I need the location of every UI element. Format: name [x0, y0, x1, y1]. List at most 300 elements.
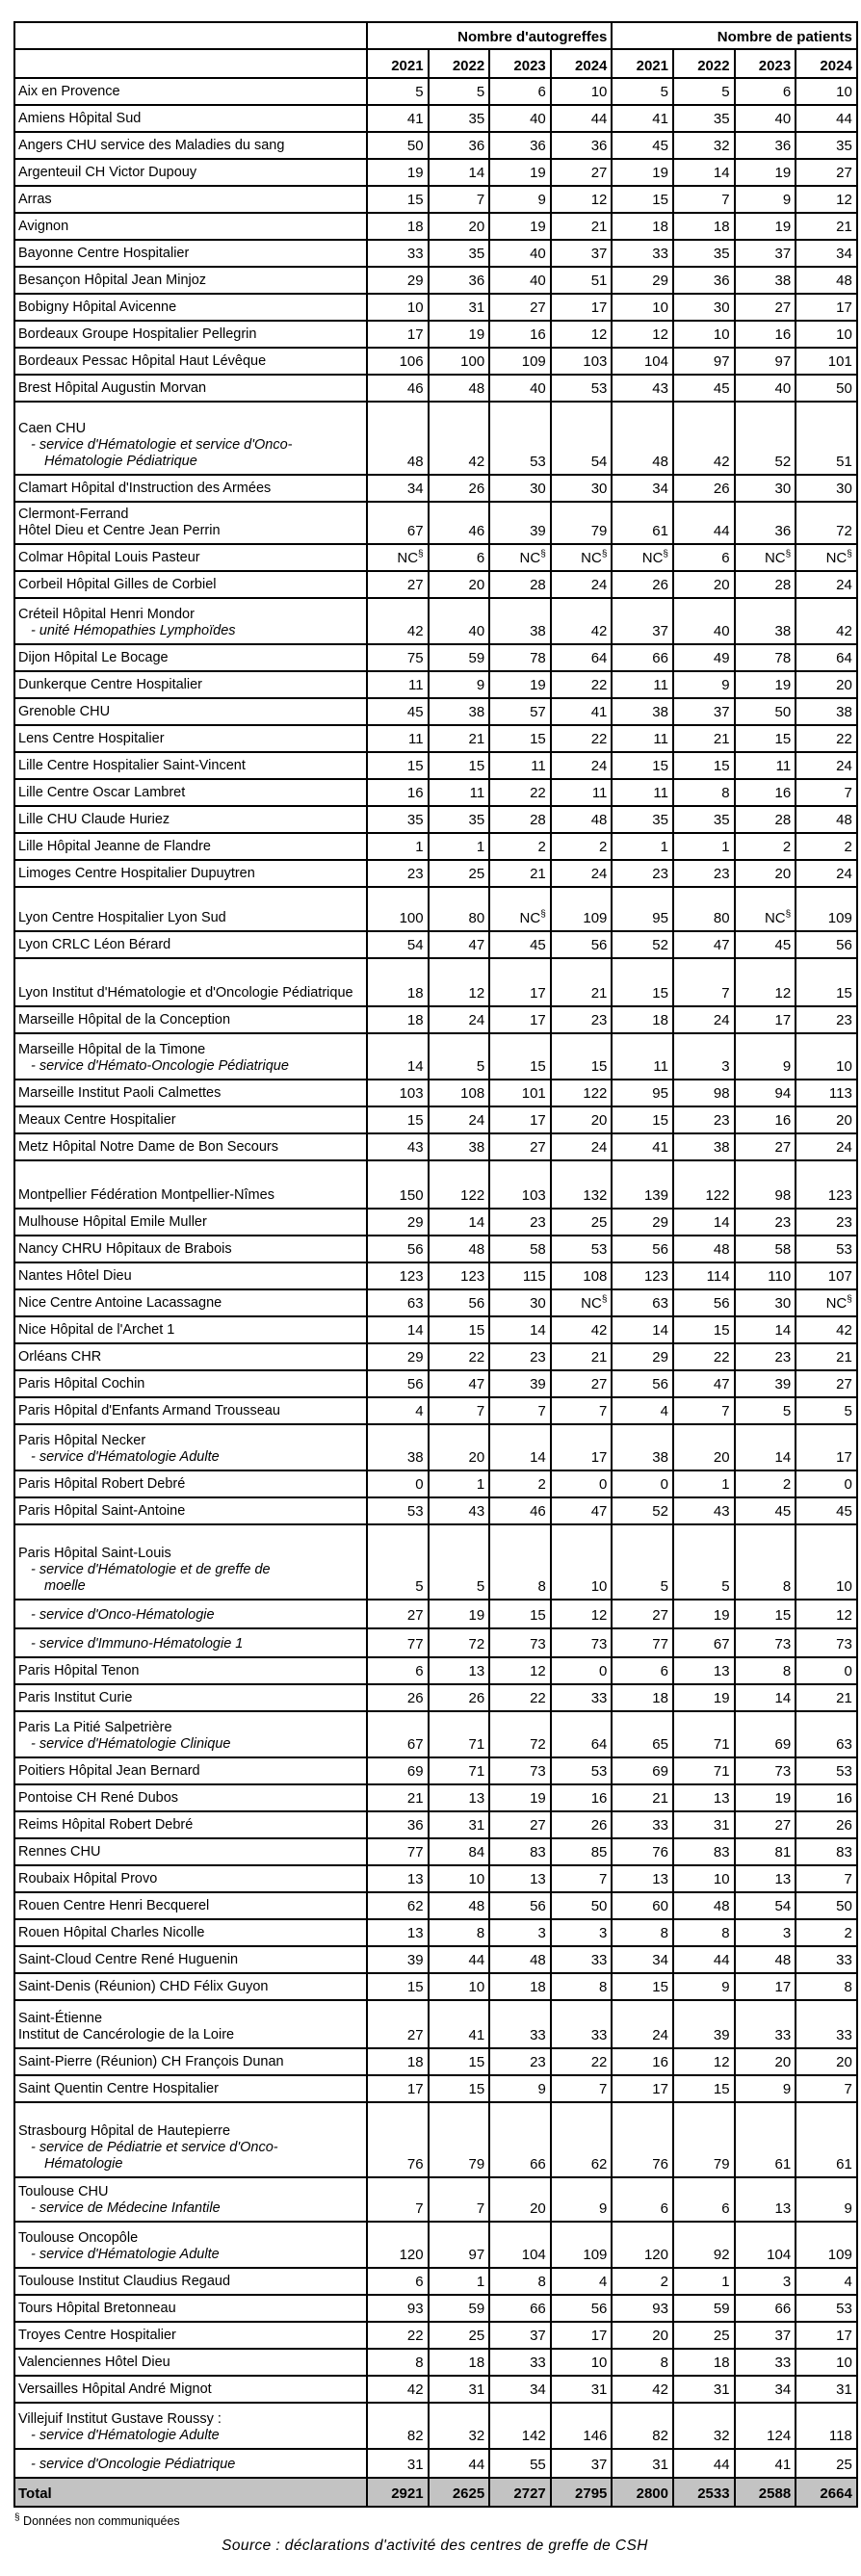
value-cell: 104: [489, 2222, 551, 2268]
service-name-line: - service d'Hématologie et service d'Onco-: [31, 437, 293, 453]
center-name-line: Nancy CHRU Hôpitaux de Brabois: [18, 1241, 232, 1257]
center-name-line: Avignon: [18, 219, 69, 234]
value-cell: 2: [489, 833, 551, 860]
value-cell: 3: [735, 1919, 796, 1946]
value-cell: 48: [673, 1236, 735, 1262]
value-cell: 50: [796, 1892, 857, 1919]
value-cell: 71: [429, 1711, 490, 1757]
center-name-line: Toulouse Institut Claudius Regaud: [18, 2274, 231, 2289]
table-row: [14, 1424, 857, 1470]
value-cell: 48: [489, 1946, 551, 1973]
value-cell: 23: [735, 1343, 796, 1370]
value-cell: 48: [796, 806, 857, 833]
value-cell: 9: [796, 2177, 857, 2222]
table-row: [14, 1343, 857, 1370]
value-cell: 115: [489, 1262, 551, 1289]
value-cell: 8: [735, 1657, 796, 1684]
center-name-line: Besançon Hôpital Jean Minjoz: [18, 273, 207, 288]
table-row: [14, 544, 857, 571]
service-name-line: moelle: [44, 1578, 86, 1594]
value-cell: 16: [551, 1784, 613, 1811]
table-row: [14, 860, 857, 887]
value-cell: 31: [429, 294, 490, 321]
center-name-cell: [14, 78, 367, 105]
value-cell: 31: [429, 1811, 490, 1838]
value-cell: 28: [735, 571, 796, 598]
value-cell: 1: [673, 1470, 735, 1497]
value-cell: 39: [735, 1370, 796, 1397]
value-cell: 23: [551, 1006, 613, 1033]
value-cell: 29: [367, 1343, 429, 1370]
center-name-line: Lille Centre Oscar Lambret: [18, 785, 186, 800]
value-cell: 35: [796, 132, 857, 159]
table-row: [14, 159, 857, 186]
center-name-line: Bobigny Hôpital Avicenne: [18, 299, 177, 315]
value-cell: 18: [612, 1684, 673, 1711]
value-cell: 34: [612, 475, 673, 502]
table-row: [14, 1080, 857, 1106]
nc-footnote-marker: §: [785, 909, 792, 920]
value-cell: 85: [551, 1838, 613, 1865]
service-name-line: - service d'Hémato-Oncologie Pédiatrique: [31, 1058, 289, 1074]
value-cell: 30: [735, 1289, 796, 1316]
total-label: Total: [14, 2478, 367, 2507]
value-cell: 6: [367, 2268, 429, 2295]
value-cell: 93: [367, 2295, 429, 2322]
value-cell: 7: [489, 1397, 551, 1424]
center-name-cell: [14, 752, 367, 779]
value-cell: 25: [551, 1209, 613, 1236]
value-cell: 31: [673, 1811, 735, 1838]
table-row: [14, 1133, 857, 1160]
table-row: [14, 1160, 857, 1209]
value-cell: 41: [429, 2000, 490, 2048]
total-value-cell: 2533: [673, 2478, 735, 2507]
value-cell: 122: [551, 1080, 613, 1106]
value-cell: 20: [673, 1424, 735, 1470]
table-row: [14, 779, 857, 806]
center-name-line: Reims Hôpital Robert Debré: [18, 1817, 194, 1833]
value-cell: 33: [367, 240, 429, 267]
value-cell: 33: [735, 2349, 796, 2376]
value-cell: 59: [429, 644, 490, 671]
year-header: 2022: [429, 49, 490, 78]
center-name-cell: [14, 544, 367, 571]
value-cell: 33: [612, 1811, 673, 1838]
value-cell: 52: [612, 931, 673, 958]
value-cell: 103: [489, 1160, 551, 1209]
center-name-cell: [14, 1784, 367, 1811]
value-cell: 34: [735, 2376, 796, 2403]
value-cell: 84: [429, 1838, 490, 1865]
value-cell: 15: [367, 752, 429, 779]
value-cell: 72: [489, 1711, 551, 1757]
value-cell: 7: [796, 2075, 857, 2102]
value-cell: 33: [612, 240, 673, 267]
value-cell: 5: [673, 1524, 735, 1600]
value-cell: 23: [612, 860, 673, 887]
center-name-cell: [14, 375, 367, 402]
center-name-line: Paris Hôpital Necker: [18, 1433, 146, 1448]
table-row: [14, 1657, 857, 1684]
value-cell: 0: [796, 1657, 857, 1684]
value-cell: 36: [735, 132, 796, 159]
value-cell: 21: [796, 213, 857, 240]
nc-footnote-marker: §: [663, 549, 668, 559]
table-row: [14, 2048, 857, 2075]
value-cell: 6: [673, 2177, 735, 2222]
table-row: [14, 1370, 857, 1397]
value-cell: 4: [612, 1397, 673, 1424]
value-cell: 9: [429, 671, 490, 698]
value-cell: 22: [489, 779, 551, 806]
value-cell: 10: [429, 1865, 490, 1892]
table-row: [14, 1919, 857, 1946]
value-cell: 35: [429, 105, 490, 132]
value-cell: 41: [367, 105, 429, 132]
value-cell: 24: [796, 1133, 857, 1160]
value-cell: 15: [551, 1033, 613, 1080]
value-cell: 37: [551, 2449, 613, 2478]
center-name-cell: [14, 348, 367, 375]
value-cell: 40: [489, 375, 551, 402]
autograft-activity-table: [13, 21, 858, 2508]
value-cell: 15: [612, 1973, 673, 2000]
center-name-cell: [14, 1160, 367, 1209]
center-name-cell: [14, 105, 367, 132]
value-cell: 39: [673, 2000, 735, 2048]
center-name-line: Marseille Hôpital de la Timone: [18, 1042, 206, 1057]
value-cell: 19: [735, 1784, 796, 1811]
service-name-line: Hématologie: [44, 2156, 123, 2172]
value-cell: 150: [367, 1160, 429, 1209]
value-cell: 27: [551, 1370, 613, 1397]
center-name-cell: [14, 1236, 367, 1262]
value-cell: 30: [489, 1289, 551, 1316]
value-cell: 2: [796, 1919, 857, 1946]
value-cell: 56: [612, 1236, 673, 1262]
table-row: [14, 806, 857, 833]
value-cell: 10: [796, 2349, 857, 2376]
value-cell: 15: [367, 1106, 429, 1133]
value-cell: 33: [489, 2000, 551, 2048]
value-cell: 37: [673, 698, 735, 725]
value-cell: 6: [429, 544, 490, 571]
value-cell: 5: [429, 1033, 490, 1080]
table-row: [14, 2295, 857, 2322]
table-row: [14, 644, 857, 671]
value-cell: 19: [489, 159, 551, 186]
value-cell: 19: [612, 159, 673, 186]
value-cell: 17: [489, 1006, 551, 1033]
value-cell: NC§: [489, 887, 551, 931]
value-cell: 100: [429, 348, 490, 375]
value-cell: 3: [735, 2268, 796, 2295]
center-name-cell: [14, 2376, 367, 2403]
value-cell: 10: [367, 294, 429, 321]
center-name-line: Paris Hôpital d'Enfants Armand Trousseau: [18, 1403, 280, 1418]
value-cell: 7: [429, 1397, 490, 1424]
value-cell: 93: [612, 2295, 673, 2322]
value-cell: 18: [367, 958, 429, 1006]
center-name-line: Rennes CHU: [18, 1844, 101, 1860]
value-cell: 13: [673, 1784, 735, 1811]
center-name-line: Paris La Pitié Salpetrière: [18, 1720, 172, 1735]
value-cell: 69: [367, 1757, 429, 1784]
value-cell: 42: [551, 598, 613, 644]
value-cell: 104: [735, 2222, 796, 2268]
center-name-line: Lyon Institut d'Hématologie et d'Oncologie Pédiatrique: [18, 985, 353, 1001]
value-cell: 83: [673, 1838, 735, 1865]
value-cell: 48: [429, 1236, 490, 1262]
value-cell: 24: [796, 752, 857, 779]
value-cell: 12: [673, 2048, 735, 2075]
value-cell: 26: [429, 1684, 490, 1711]
center-name-cell: [14, 1006, 367, 1033]
value-cell: 7: [429, 2177, 490, 2222]
center-name-cell: [14, 321, 367, 348]
value-cell: 1: [612, 833, 673, 860]
value-cell: 35: [673, 105, 735, 132]
value-cell: 42: [429, 402, 490, 475]
value-cell: 27: [796, 1370, 857, 1397]
center-name-line: Colmar Hôpital Louis Pasteur: [18, 550, 200, 565]
value-cell: 103: [367, 1080, 429, 1106]
value-cell: 97: [429, 2222, 490, 2268]
table-row: [14, 132, 857, 159]
value-cell: 15: [673, 752, 735, 779]
value-cell: 31: [673, 2376, 735, 2403]
value-cell: 21: [796, 1684, 857, 1711]
value-cell: 23: [796, 1209, 857, 1236]
value-cell: 2: [735, 833, 796, 860]
value-cell: 48: [429, 1892, 490, 1919]
value-cell: 22: [551, 725, 613, 752]
value-cell: 67: [367, 1711, 429, 1757]
center-name-line: Brest Hôpital Augustin Morvan: [18, 380, 207, 396]
value-cell: 23: [673, 860, 735, 887]
value-cell: 15: [489, 725, 551, 752]
table-row: [14, 2376, 857, 2403]
service-name-line: - unité Hémopathies Lymphoïdes: [31, 623, 236, 638]
service-name-line: - service d'Hématologie Adulte: [31, 2247, 220, 2262]
value-cell: 30: [551, 475, 613, 502]
value-cell: 36: [551, 132, 613, 159]
total-value-cell: 2625: [429, 2478, 490, 2507]
value-cell: 47: [551, 1497, 613, 1524]
value-cell: 21: [367, 1784, 429, 1811]
value-cell: 56: [796, 931, 857, 958]
center-name-line: Saint-Denis (Réunion) CHD Félix Guyon: [18, 1979, 269, 1994]
table-row: [14, 240, 857, 267]
value-cell: 72: [796, 502, 857, 544]
center-name-cell: [14, 1811, 367, 1838]
table-row: [14, 475, 857, 502]
nc-footnote-marker: §: [785, 549, 792, 559]
value-cell: 6: [367, 1657, 429, 1684]
value-cell: NC§: [551, 1289, 613, 1316]
value-cell: 79: [551, 502, 613, 544]
value-cell: 35: [673, 806, 735, 833]
value-cell: 46: [429, 502, 490, 544]
value-cell: 53: [551, 375, 613, 402]
total-value-cell: 2588: [735, 2478, 796, 2507]
value-cell: 71: [429, 1757, 490, 1784]
value-cell: 26: [673, 475, 735, 502]
value-cell: 132: [551, 1160, 613, 1209]
value-cell: NC§: [612, 544, 673, 571]
service-name-line: - service d'Hématologie Adulte: [31, 2428, 220, 2443]
table-row: [14, 1289, 857, 1316]
center-name-line: Marseille Hôpital de la Conception: [18, 1012, 231, 1028]
value-cell: 7: [551, 1397, 613, 1424]
table-row: [14, 1106, 857, 1133]
value-cell: 0: [367, 1470, 429, 1497]
value-cell: 15: [612, 1106, 673, 1133]
value-cell: 10: [673, 1865, 735, 1892]
value-cell: 8: [612, 1919, 673, 1946]
value-cell: 21: [489, 860, 551, 887]
value-cell: 46: [367, 375, 429, 402]
table-row: [14, 1892, 857, 1919]
table-row: [14, 502, 857, 544]
table-row: [14, 1316, 857, 1343]
value-cell: 77: [367, 1838, 429, 1865]
value-cell: 13: [489, 1865, 551, 1892]
table-row: [14, 1838, 857, 1865]
value-cell: 108: [429, 1080, 490, 1106]
value-cell: 67: [673, 1628, 735, 1657]
value-cell: 13: [735, 1865, 796, 1892]
value-cell: 28: [489, 571, 551, 598]
table-row: [14, 1470, 857, 1497]
value-cell: 101: [489, 1080, 551, 1106]
value-cell: 49: [673, 644, 735, 671]
table-row: [14, 1811, 857, 1838]
center-name-line: Valenciennes Hôtel Dieu: [18, 2355, 170, 2370]
center-name-line: Tours Hôpital Bretonneau: [18, 2301, 176, 2316]
value-cell: 19: [429, 321, 490, 348]
table-row: [14, 2449, 857, 2478]
value-cell: 24: [551, 752, 613, 779]
value-cell: 33: [796, 1946, 857, 1973]
value-cell: 46: [489, 1497, 551, 1524]
value-cell: 8: [673, 1919, 735, 1946]
center-name-line: Saint Quentin Centre Hospitalier: [18, 2081, 219, 2096]
center-name-line: Orléans CHR: [18, 1349, 102, 1365]
value-cell: 21: [551, 958, 613, 1006]
center-name-line: Saint-Cloud Centre René Huguenin: [18, 1952, 239, 1967]
service-name-line: - service d'Onco-Hématologie: [31, 1607, 215, 1623]
value-cell: 19: [429, 1600, 490, 1628]
value-cell: 29: [612, 1343, 673, 1370]
value-cell: 56: [489, 1892, 551, 1919]
group-header-patients: Nombre de patients: [612, 22, 856, 49]
value-cell: 41: [735, 2449, 796, 2478]
center-name-line: Dunkerque Centre Hospitalier: [18, 677, 203, 692]
value-cell: 10: [551, 2349, 613, 2376]
value-cell: 61: [796, 2102, 857, 2177]
center-name-line: Saint-Pierre (Réunion) CH François Dunan: [18, 2054, 284, 2069]
value-cell: 24: [551, 860, 613, 887]
year-header-row: [14, 49, 857, 78]
value-cell: 9: [489, 2075, 551, 2102]
value-cell: 77: [612, 1628, 673, 1657]
center-name-line: Nantes Hôtel Dieu: [18, 1268, 132, 1284]
value-cell: 14: [735, 1424, 796, 1470]
table-row: [14, 931, 857, 958]
value-cell: 1: [673, 2268, 735, 2295]
year-header: 2024: [551, 49, 613, 78]
value-cell: 48: [735, 1946, 796, 1973]
nc-footnote-marker: §: [847, 1294, 852, 1305]
value-cell: 15: [735, 725, 796, 752]
value-cell: 37: [735, 2322, 796, 2349]
value-cell: 8: [429, 1919, 490, 1946]
value-cell: 35: [673, 240, 735, 267]
value-cell: 34: [612, 1946, 673, 1973]
value-cell: 20: [735, 860, 796, 887]
value-cell: 17: [551, 294, 613, 321]
value-cell: 146: [551, 2403, 613, 2449]
center-name-line: Aix en Provence: [18, 84, 120, 99]
value-cell: 27: [489, 1811, 551, 1838]
table-row: [14, 1784, 857, 1811]
value-cell: 44: [429, 2449, 490, 2478]
value-cell: 123: [429, 1262, 490, 1289]
value-cell: 11: [612, 671, 673, 698]
center-name-line: Caen CHU: [18, 421, 87, 436]
center-name-line: Amiens Hôpital Sud: [18, 111, 142, 126]
table-row: [14, 1973, 857, 2000]
value-cell: 25: [429, 2322, 490, 2349]
table-row: [14, 598, 857, 644]
center-name-line: Argenteuil CH Victor Dupouy: [18, 165, 197, 180]
value-cell: 42: [796, 598, 857, 644]
value-cell: 31: [612, 2449, 673, 2478]
value-cell: 36: [367, 1811, 429, 1838]
table-row: [14, 1757, 857, 1784]
center-name-line: Lille Centre Hospitalier Saint-Vincent: [18, 758, 246, 773]
value-cell: 0: [612, 1470, 673, 1497]
value-cell: 2: [612, 2268, 673, 2295]
value-cell: 12: [489, 1657, 551, 1684]
value-cell: 23: [489, 2048, 551, 2075]
value-cell: 10: [796, 78, 857, 105]
value-cell: 54: [735, 1892, 796, 1919]
value-cell: 12: [551, 321, 613, 348]
value-cell: 42: [673, 402, 735, 475]
value-cell: 1: [429, 1470, 490, 1497]
center-name-cell: [14, 725, 367, 752]
value-cell: 12: [735, 958, 796, 1006]
center-name-line: Grenoble CHU: [18, 704, 111, 719]
value-cell: NC§: [796, 1289, 857, 1316]
value-cell: 19: [735, 159, 796, 186]
value-cell: 82: [367, 2403, 429, 2449]
value-cell: 34: [367, 475, 429, 502]
total-value-cell: 2921: [367, 2478, 429, 2507]
value-cell: 26: [796, 1811, 857, 1838]
value-cell: 14: [735, 1684, 796, 1711]
value-cell: 14: [429, 159, 490, 186]
value-cell: 65: [612, 1711, 673, 1757]
value-cell: 15: [429, 752, 490, 779]
value-cell: 11: [735, 752, 796, 779]
value-cell: 95: [612, 1080, 673, 1106]
table-row: [14, 402, 857, 475]
value-cell: 120: [367, 2222, 429, 2268]
